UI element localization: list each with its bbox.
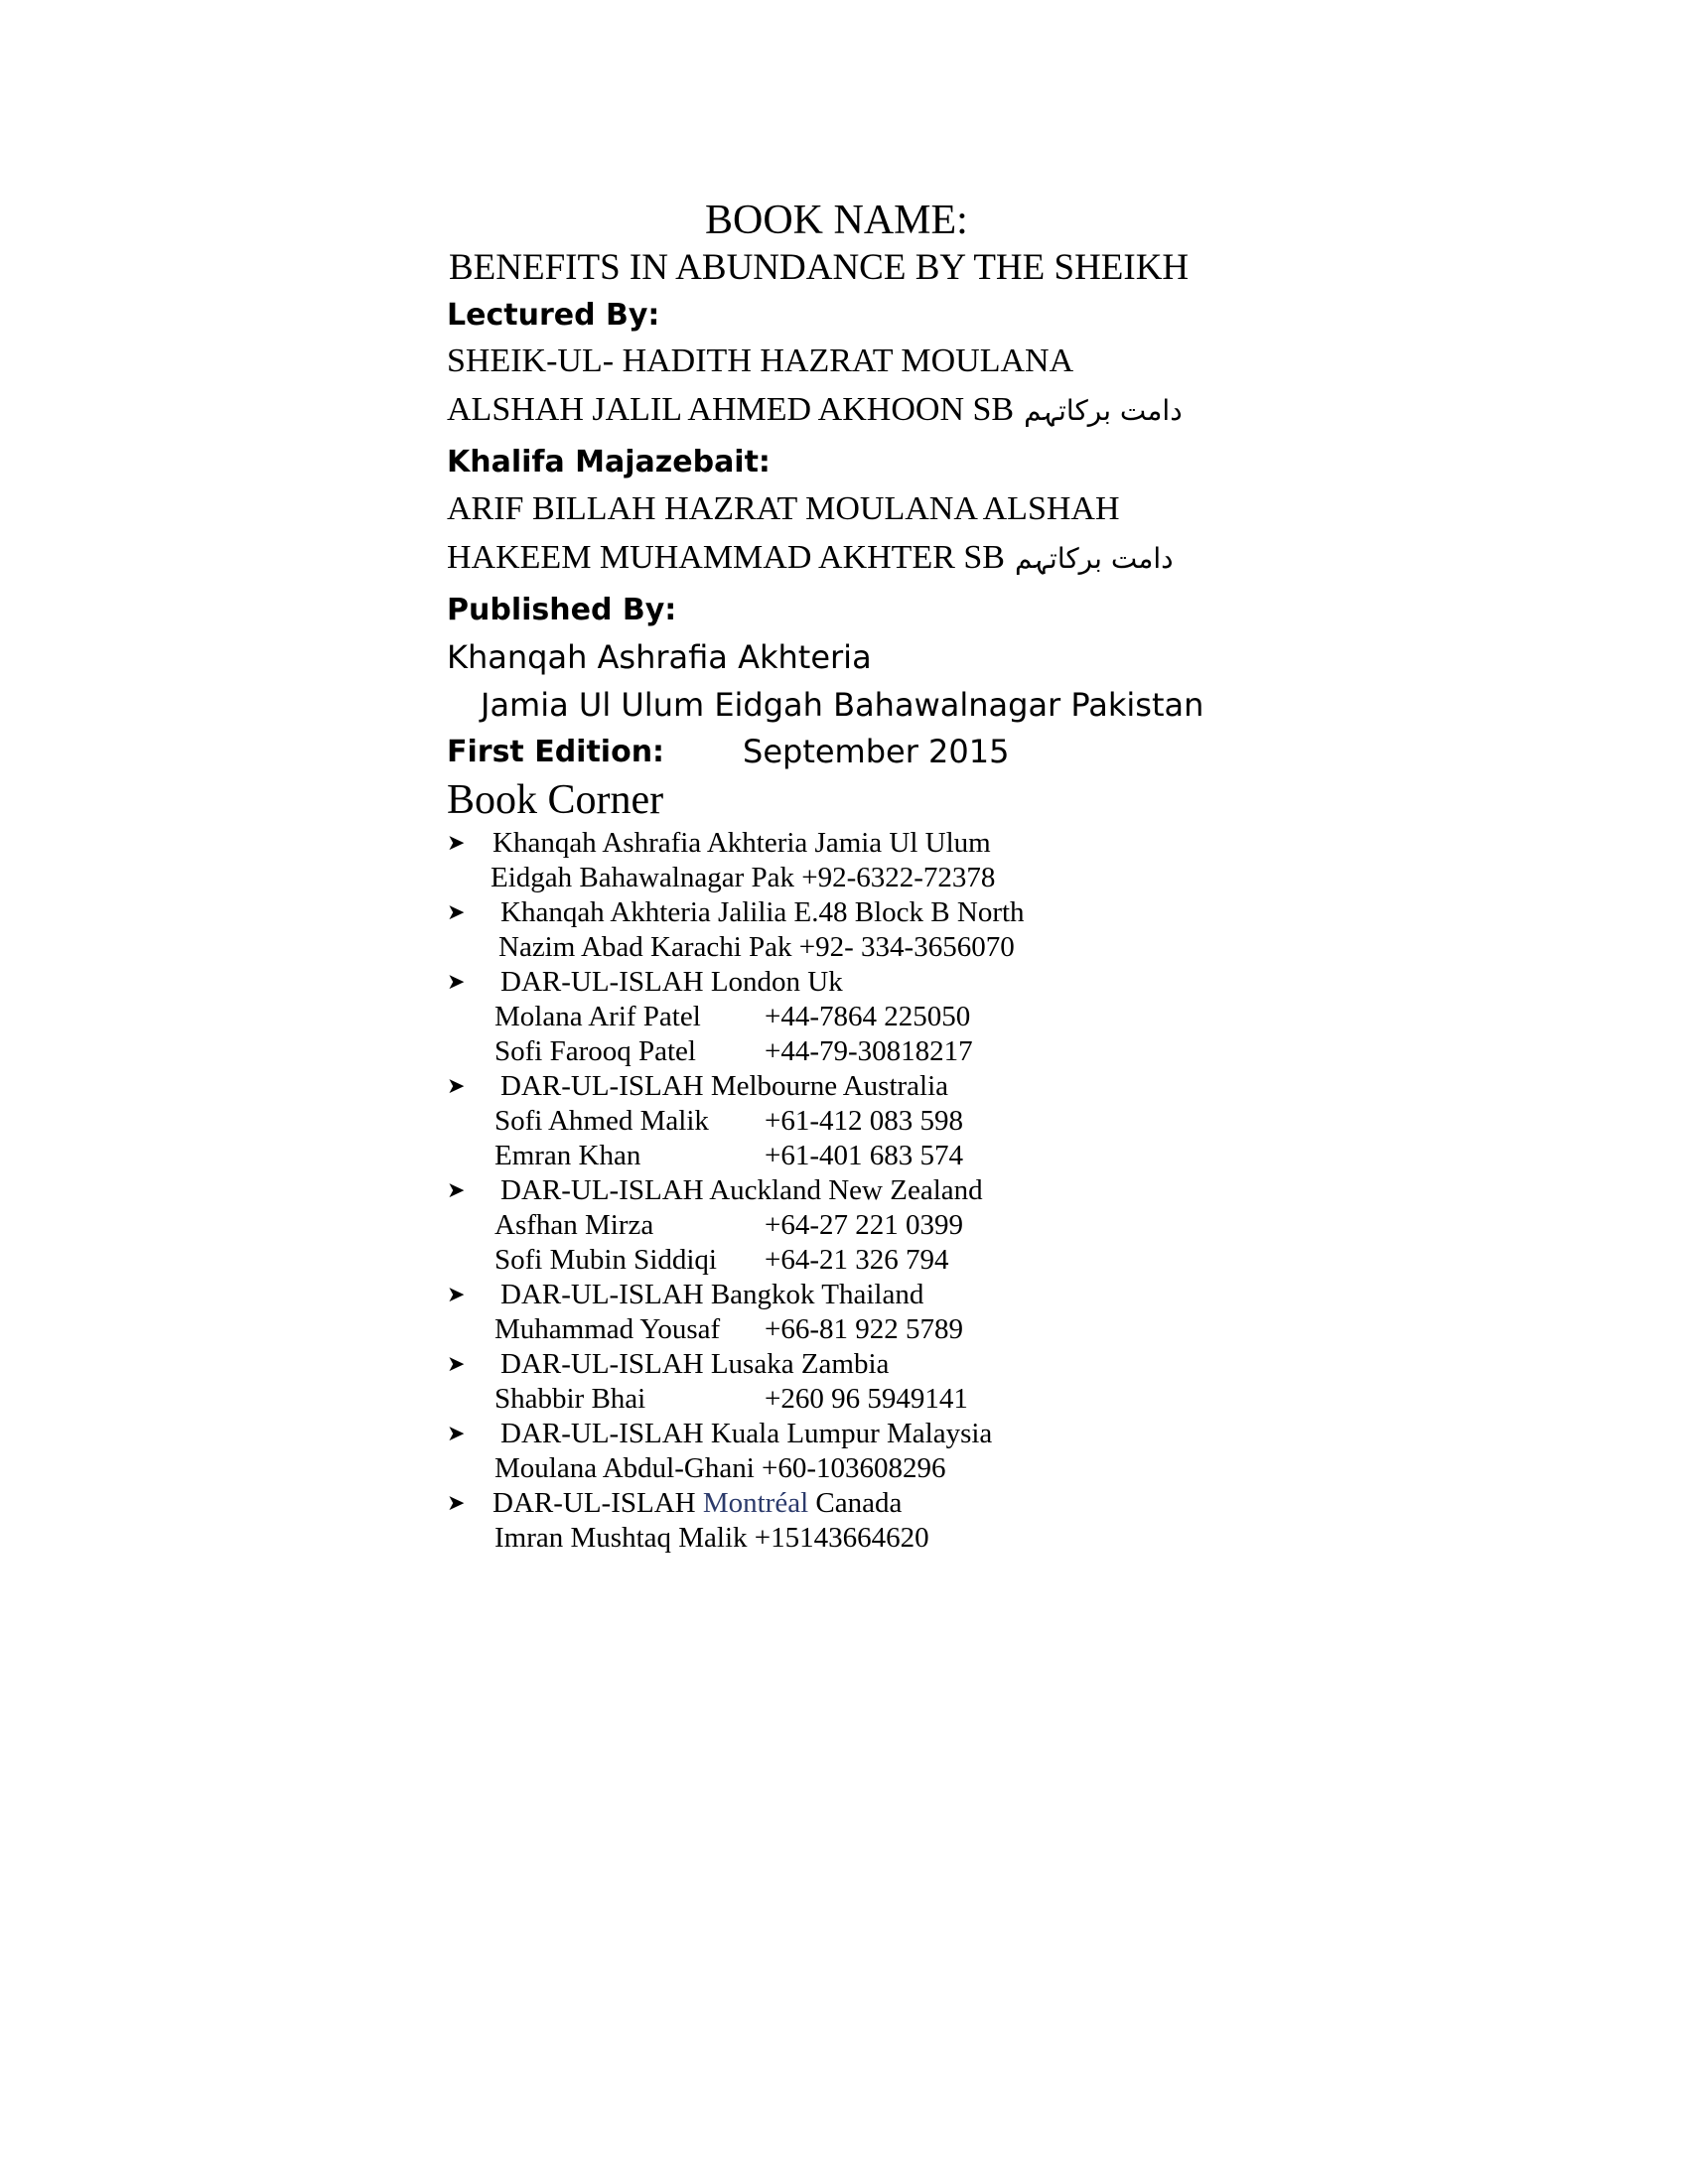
- book-name-label: BOOK NAME:: [705, 198, 968, 243]
- list-item-line: Eidgah Bahawalnagar Pak +92-6322-72378: [491, 862, 996, 893]
- khalifa-name: HAKEEM MUHAMMAD AKHTER SB: [447, 539, 1005, 576]
- list-item-line: DAR-UL-ISLAH Kuala Lumpur Malaysia: [500, 1418, 993, 1449]
- arrow-bullet-icon: ➤: [447, 1074, 466, 1099]
- list-item-text: Montréal: [702, 1487, 809, 1519]
- contact-row: [494, 1382, 968, 1417]
- contact-name: Asfhan Mirza: [494, 1209, 654, 1241]
- contact-row: [494, 1139, 963, 1173]
- list-item-line: DAR-UL-ISLAH Bangkok Thailand: [500, 1279, 924, 1310]
- list-item-line: [492, 1486, 902, 1521]
- published-by-label: Published By:: [447, 593, 677, 627]
- arrow-bullet-icon: ➤: [447, 1178, 466, 1203]
- contact-phone: +61-412 083 598: [765, 1105, 964, 1137]
- first-edition-label: First Edition:: [447, 735, 665, 769]
- list-item-line: DAR-UL-ISLAH Melbourne Australia: [500, 1070, 949, 1102]
- lecturer-name: ALSHAH JALIL AHMED AKHOON SB: [447, 391, 1015, 428]
- list-item-line: DAR-UL-ISLAH Lusaka Zambia: [500, 1348, 890, 1380]
- contact-phone: +66-81 922 5789: [765, 1313, 964, 1345]
- contact-phone: +64-27 221 0399: [765, 1209, 964, 1241]
- list-item-text: DAR-UL-ISLAH: [492, 1487, 703, 1519]
- contact-row: [494, 1000, 970, 1034]
- list-item-line: Moulana Abdul-Ghani +60-103608296: [494, 1452, 946, 1484]
- contact-phone: +44-79-30818217: [765, 1035, 973, 1067]
- contact-name: Sofi Farooq Patel: [494, 1035, 696, 1067]
- publisher-line-1: Khanqah Ashrafia Akhteria: [447, 638, 872, 676]
- contact-name: Sofi Mubin Siddiqi: [494, 1244, 717, 1276]
- contact-name: Emran Khan: [494, 1140, 641, 1171]
- khalifa-line-1: ARIF BILLAH HAZRAT MOULANA ALSHAH: [447, 490, 1120, 527]
- book-title: BENEFITS IN ABUNDANCE BY THE SHEIKH: [449, 247, 1190, 288]
- contact-name: Molana Arif Patel: [494, 1001, 701, 1032]
- arrow-bullet-icon: ➤: [447, 1352, 466, 1377]
- contact-phone: +44-7864 225050: [765, 1001, 971, 1032]
- contact-phone: +64-21 326 794: [765, 1244, 949, 1276]
- arrow-bullet-icon: ➤: [447, 900, 466, 925]
- lectured-by-label: Lectured By:: [447, 298, 660, 333]
- arrow-bullet-icon: ➤: [447, 1491, 466, 1516]
- first-edition-value: September 2015: [743, 733, 1010, 770]
- lecturer-line-2: [447, 391, 1183, 429]
- contact-name: Shabbir Bhai: [494, 1383, 646, 1415]
- list-item-text: Canada: [808, 1487, 903, 1519]
- contact-phone: +260 96 5949141: [765, 1383, 968, 1415]
- list-item-line: Imran Mushtaq Malik +15143664620: [494, 1522, 929, 1554]
- list-item-line: DAR-UL-ISLAH Auckland New Zealand: [500, 1174, 983, 1206]
- arrow-bullet-icon: ➤: [447, 1422, 466, 1446]
- list-item-line: Khanqah Ashrafia Akhteria Jamia Ul Ulum: [492, 827, 991, 859]
- lecturer-line-1: SHEIK-UL- HADITH HAZRAT MOULANA: [447, 342, 1074, 379]
- publisher-line-2: Jamia Ul Ulum Eidgah Bahawalnagar Pakistan: [481, 686, 1204, 724]
- contact-row: [494, 1034, 973, 1069]
- contact-row: [494, 1243, 949, 1278]
- arrow-bullet-icon: ➤: [447, 1283, 466, 1307]
- book-corner-title: Book Corner: [447, 777, 664, 823]
- contact-phone: +61-401 683 574: [765, 1140, 964, 1171]
- list-item-line: Khanqah Akhteria Jalilia E.48 Block B North: [500, 896, 1025, 928]
- contact-name: Muhammad Yousaf: [494, 1313, 721, 1345]
- contact-row: [494, 1312, 963, 1347]
- contact-row: [494, 1104, 963, 1139]
- contact-row: [494, 1208, 963, 1243]
- lecturer-honorific: دامت برکاتہم: [1024, 394, 1183, 427]
- khalifa-line-2: [447, 539, 1174, 577]
- khalifa-honorific: دامت برکاتہم: [1014, 542, 1174, 575]
- list-item-line: Nazim Abad Karachi Pak +92- 334-3656070: [498, 931, 1015, 963]
- khalifa-label: Khalifa Majazebait:: [447, 445, 771, 479]
- arrow-bullet-icon: ➤: [447, 831, 466, 856]
- list-item-line: DAR-UL-ISLAH London Uk: [500, 966, 843, 998]
- contact-name: Sofi Ahmed Malik: [494, 1105, 709, 1137]
- arrow-bullet-icon: ➤: [447, 970, 466, 995]
